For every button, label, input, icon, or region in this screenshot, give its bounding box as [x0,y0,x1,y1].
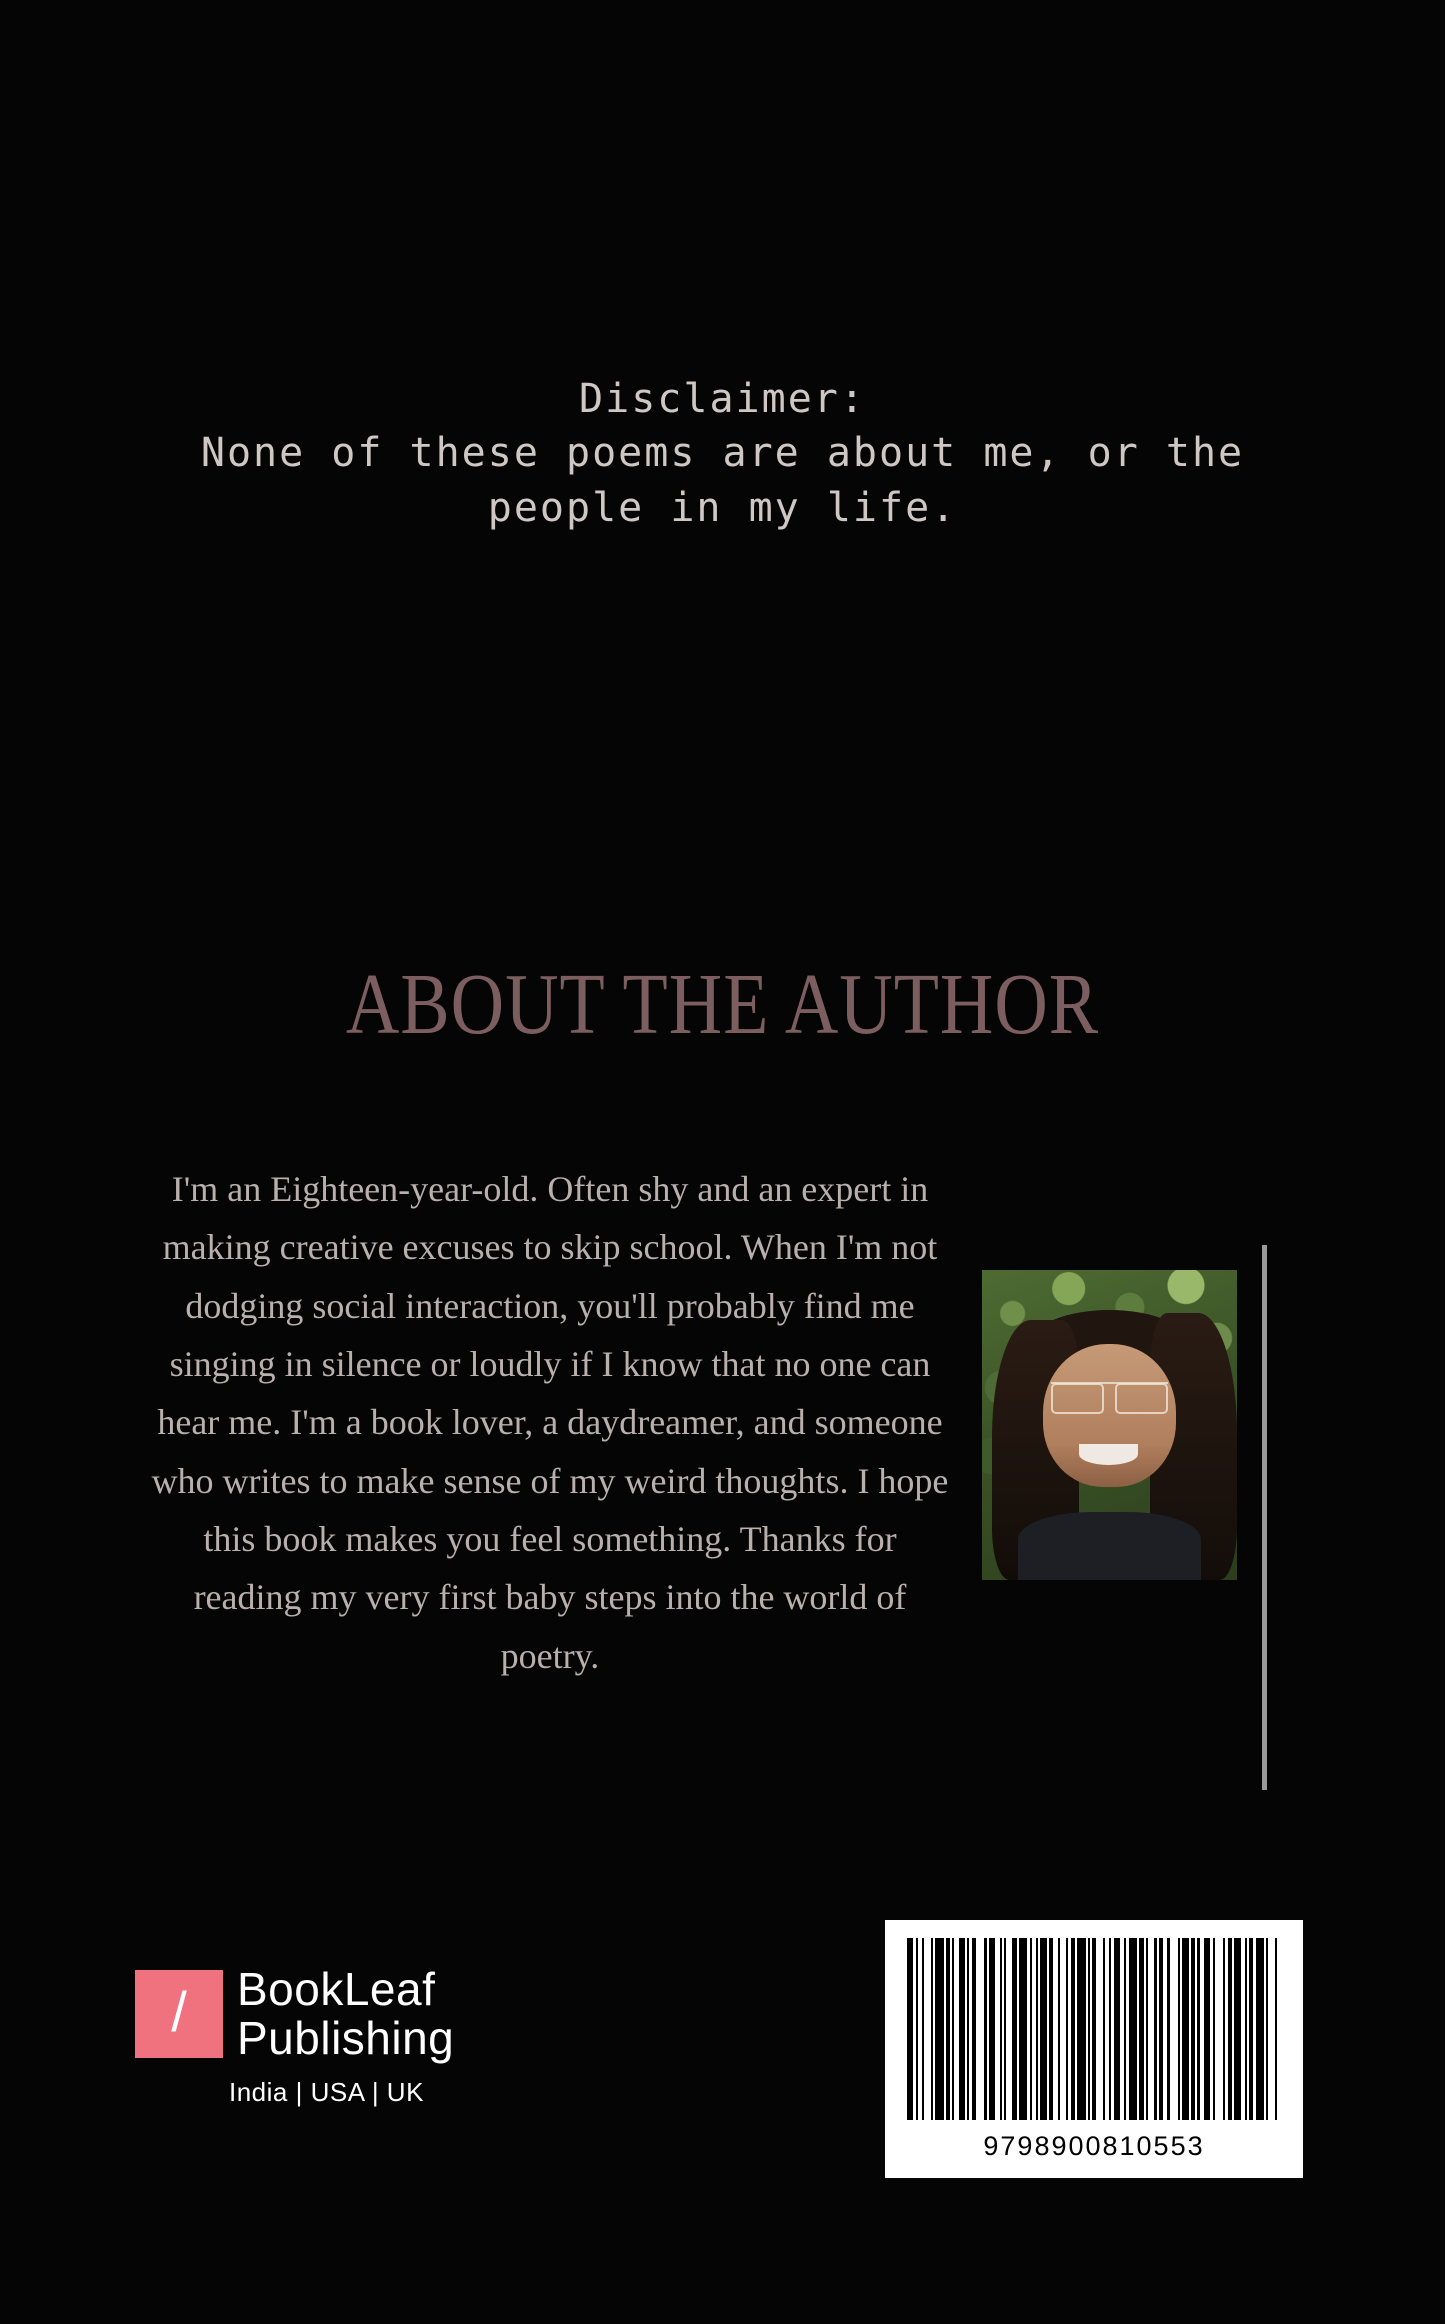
publisher-regions: India | USA | UK [229,2076,424,2107]
disclaimer-line-3: people in my life. [487,484,958,531]
publisher-logo-row [135,1965,555,2063]
face [1043,1344,1176,1487]
about-the-author-heading: ABOUT THE AUTHOR [345,956,1100,1053]
author-portrait-image [982,1270,1237,1580]
disclaimer-line-1: Disclaimer: [579,376,866,422]
disclaimer-block [110,372,1335,535]
isbn-barcode [885,1920,1303,2178]
author-bio-text: I'm an Eighteen-year-old. Often shy and an expert in making creative excuses to skip school. When I'm not dodging social interaction, you'll probably find me singing in silence or loudly if I know that no one can hear me. I'm a book lover, a daydreamer, and someone who writes to make sense of my weird thoughts. I hope this book makes you feel something. Thanks for reading my very first baby steps into the world of poetry. [151,1169,949,1676]
author-photo [982,1270,1237,1580]
slash-logo-icon [135,1970,223,2058]
glasses-icon [1051,1382,1168,1412]
isbn-number: 9798900810553 [983,2131,1205,2161]
publisher-name [237,1965,454,2063]
shirt [1018,1512,1202,1580]
photo-accent-line [1262,1245,1267,1790]
slash-glyph: / [171,1979,187,2043]
publisher-name-line-1: BookLeaf [237,1963,436,2015]
barcode-bars [907,1938,1281,2120]
publisher-name-line-2: Publishing [237,2011,455,2064]
publisher-logo-block [135,1965,555,2108]
disclaimer-line-2: None of these poems are about me, or the [200,430,1245,477]
smile [1079,1444,1138,1466]
